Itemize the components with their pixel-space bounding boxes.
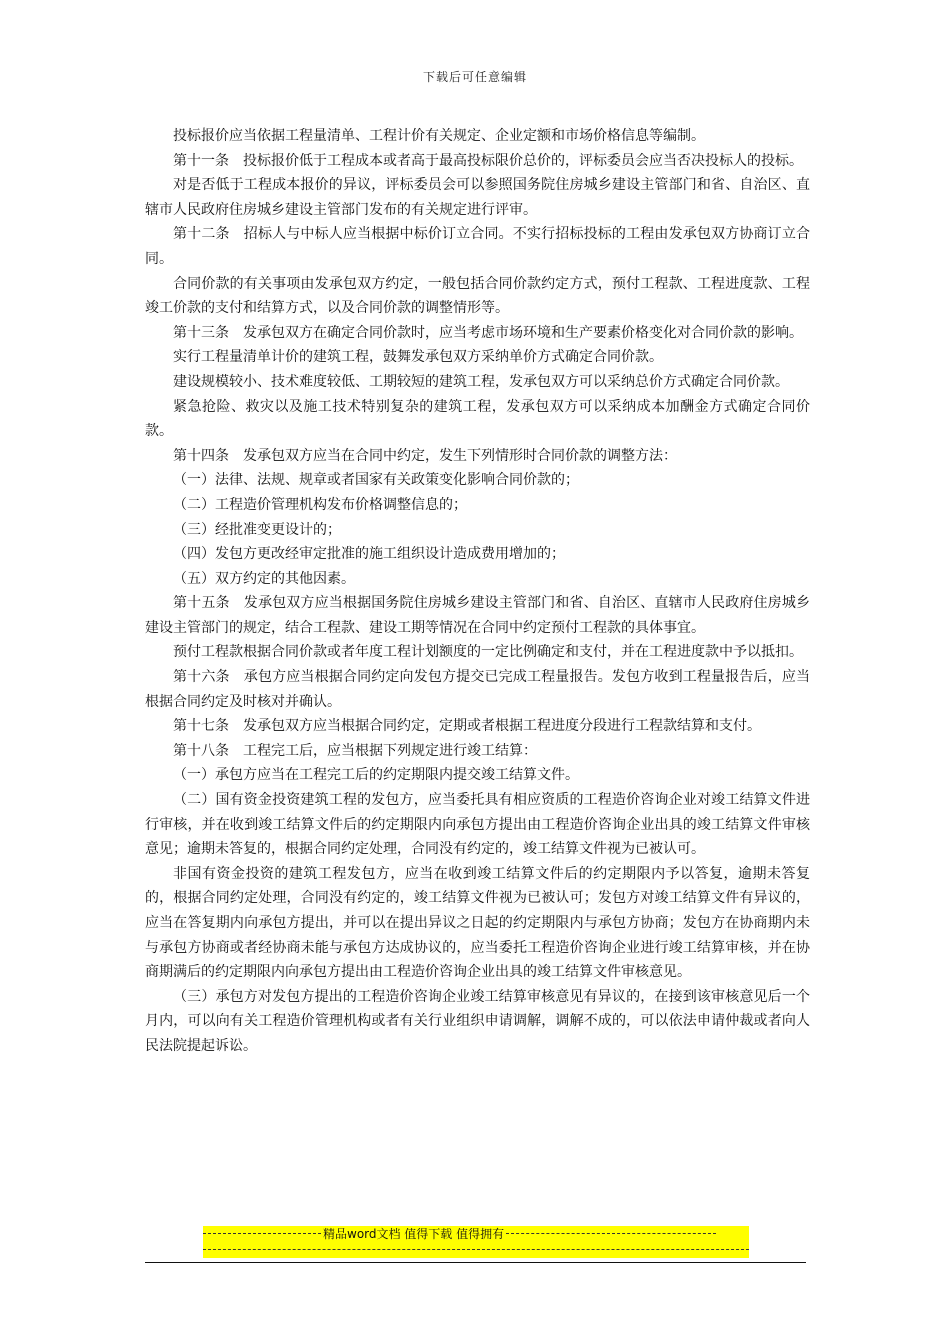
article-18: 第十八条 工程完工后，应当根据下列规定进行竣工结算： <box>173 742 537 759</box>
paragraph: 紧急抢险、救灾以及施工技术特别复杂的建筑工程，发承包双方可以采纳成本加酬金方式确定合同价款。 <box>145 398 810 440</box>
article-11: 第十一条 投标报价低于工程成本或者高于最高投标限价总价的，评标委员会应当否决投标人的投标。 <box>173 152 803 169</box>
paragraph: 投标报价应当依据工程量清单、工程计价有关规定、企业定额和市场价格信息等编制。 <box>173 128 705 144</box>
article-15: 第十五条 发承包双方应当根据国务院住房城乡建设主管部门和省、自治区、直辖市人民政府住房城乡建设主管部门的规定，结合工程款、建设工期等情况在合同中约定预付工程款的具体事宜。 <box>145 595 810 636</box>
list-item: （三）承包方对发包方提出的工程造价咨询企业竣工结算审核意见有异议的，在接到该审核意见后一个月内，可以向有关工程造价管理机构或者有关行业组织申请调解，调解不成的，可以依法申请仲裁或者向人民法院提起诉讼。 <box>145 988 810 1054</box>
footer-banner <box>203 1226 749 1258</box>
footer-banner-text: 精品word文档 值得下载 值得拥有 <box>323 1227 505 1241</box>
article-12: 第十二条 招标人与中标人应当根据中标价订立合同。不实行招标投标的工程由发承包双方协商订立合同。 <box>145 226 810 267</box>
dashed-rule <box>203 1249 749 1250</box>
paragraph: 对是否低于工程成本报价的异议，评标委员会可以参照国务院住房城乡建设主管部门和省、自治区、直辖市人民政府住房城乡建设主管部门发布的有关规定进行评审。 <box>145 177 810 218</box>
paragraph: 非国有资金投资的建筑工程发包方，应当在收到竣工结算文件后的约定期限内予以答复，逾期未答复的，根据合同约定处理，合同没有约定的，竣工结算文件视为已被认可；发包方对竣工结算文件有异议的，应当在答复期内向承包方提出，并可以在提出异议之日起的约定期限内与承包方协商；发包方在协商期内未与承包方协商或者经协商未能与承包方达成协议的，应当委托工程造价咨询企业进行竣工结算审核，并在协商期满后的约定期限内向承包方提出由工程造价咨询企业出具的竣工结算文件审核意见。 <box>145 865 810 981</box>
list-item: （三）经批准变更设计的； <box>173 521 341 538</box>
article-17: 第十七条 发承包双方应当根据合同约定，定期或者根据工程进度分段进行工程款结算和支付。 <box>173 718 761 735</box>
list-item: （二）国有资金投资建筑工程的发包方，应当委托具有相应资质的工程造价咨询企业对竣工结算文件进行审核，并在收到竣工结算文件后的约定期限内向承包方提出由工程造价咨询企业出具的竣工结算文件审核意见；逾期未答复的，根据合同约定处理，合同没有约定的，竣工结算文件视为已被认可。 <box>145 792 810 858</box>
dashed-rule <box>506 1233 716 1234</box>
paragraph: 预付工程款根据合同价款或者年度工程计划额度的一定比例确定和支付，并在工程进度款中予以抵扣。 <box>173 644 803 661</box>
footer-banner-line <box>203 1242 749 1258</box>
paragraph: 合同价款的有关事项由发承包双方约定，一般包括合同价款约定方式，预付工程款、工程进度款、工程竣工价款的支付和结算方式，以及合同价款的调整情形等。 <box>145 275 810 317</box>
page-bottom-rule <box>145 1262 806 1263</box>
document-body <box>145 124 810 1059</box>
article-16: 第十六条 承包方应当根据合同约定向发包方提交已完成工程量报告。发包方收到工程量报告后，应当根据合同约定及时核对并确认。 <box>145 669 810 710</box>
paragraph: 实行工程量清单计价的建筑工程，鼓舞发承包双方采纳单价方式确定合同价款。 <box>173 349 663 366</box>
dashed-rule <box>203 1233 321 1234</box>
list-item: （二）工程造价管理机构发布价格调整信息的； <box>173 496 467 513</box>
page-header-note: 下载后可任意编辑 <box>422 70 527 84</box>
list-item: （一）承包方应当在工程完工后的约定期限内提交竣工结算文件。 <box>173 767 579 784</box>
paragraph: 建设规模较小、技术难度较低、工期较短的建筑工程，发承包双方可以采纳总价方式确定合同价款。 <box>173 373 789 390</box>
list-item: （一）法律、法规、规章或者国家有关政策变化影响合同价款的； <box>173 472 579 489</box>
list-item: （五）双方约定的其他因素。 <box>173 570 355 587</box>
footer-banner-line <box>203 1226 749 1242</box>
list-item: （四）发包方更改经审定批准的施工组织设计造成费用增加的； <box>173 546 565 563</box>
article-13: 第十三条 发承包双方在确定合同价款时，应当考虑市场环境和生产要素价格变化对合同价款的影响。 <box>173 324 803 341</box>
article-14: 第十四条 发承包双方应当在合同中约定，发生下列情形时合同价款的调整方法： <box>173 447 677 464</box>
